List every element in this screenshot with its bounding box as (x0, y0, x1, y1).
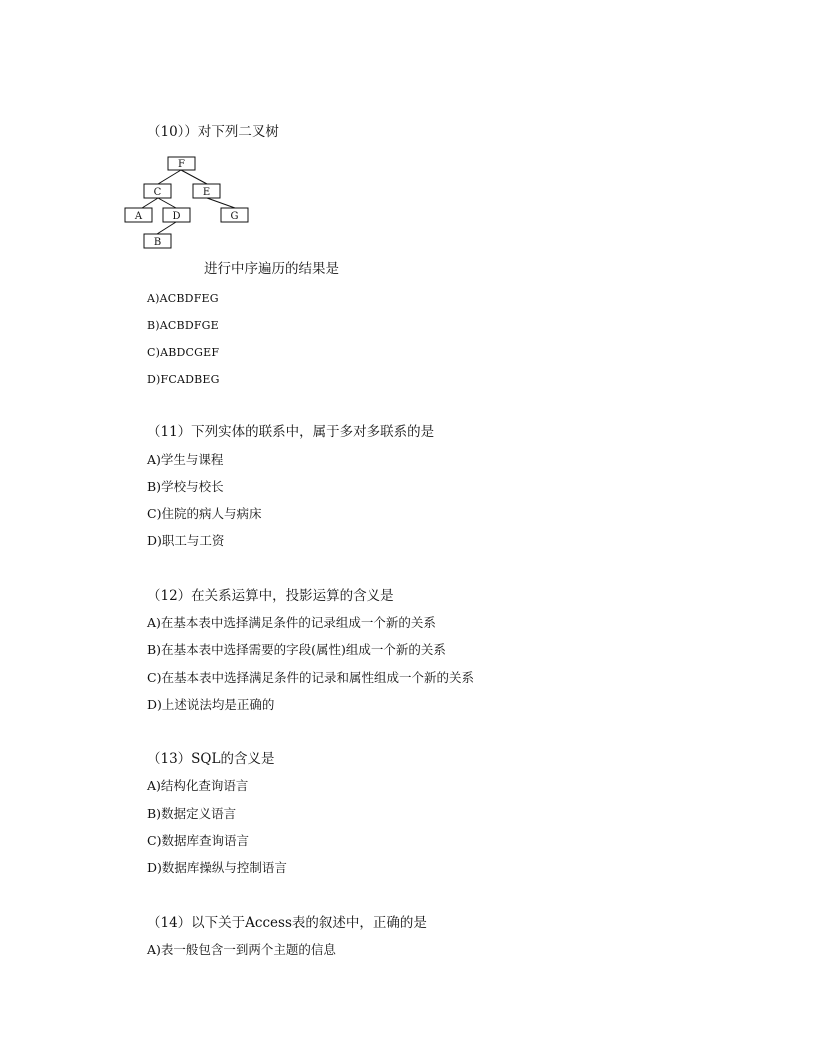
q12-stem: （12）在关系运算中，投影运算的含义是 (147, 588, 394, 604)
q14-option-a: A)表一般包含一到两个主题的信息 (147, 942, 336, 957)
q12-option-b: B)在基本表中选择需要的字段(属性)组成一个新的关系 (147, 642, 446, 657)
q13-option-a: A)结构化查询语言 (147, 778, 249, 793)
edge-c-d (158, 198, 176, 208)
q11-option-b: B)学校与校长 (147, 479, 224, 494)
q11-option-d: D)职工与工资 (147, 533, 225, 548)
edge-c-a (142, 198, 158, 208)
q12-option-d: D)上述说法均是正确的 (147, 697, 275, 712)
tree-node-c: C (153, 187, 162, 198)
q10-option-d: D)FCADBEG (147, 373, 220, 386)
q13-option-c: C)数据库查询语言 (147, 833, 249, 848)
tree-node-b: B (153, 237, 162, 248)
q13-option-b: B)数据定义语言 (147, 806, 237, 821)
tree-node-a: A (134, 211, 143, 222)
q11-option-c: C)住院的病人与病床 (147, 506, 262, 521)
q13-option-d: D)数据库操纵与控制语言 (147, 860, 287, 875)
tree-node-e: E (202, 187, 211, 198)
binary-tree-diagram (122, 152, 254, 250)
edge-e-g (207, 198, 235, 208)
q11-option-a: A)学生与课程 (147, 452, 224, 467)
edge-f-e (181, 170, 207, 184)
edge-d-b (157, 222, 176, 234)
q10-follow-text: 进行中序遍历的结果是 (204, 261, 339, 277)
q12-option-a: A)在基本表中选择满足条件的记录组成一个新的关系 (147, 615, 436, 630)
tree-node-d: D (172, 211, 181, 222)
q12-option-c: C)在基本表中选择满足条件的记录和属性组成一个新的关系 (147, 670, 474, 685)
q10-stem: （10））对下列二叉树 (147, 124, 279, 140)
q10-option-b: B)ACBDFGE (147, 319, 219, 332)
q10-option-a: A)ACBDFEG (147, 292, 219, 305)
q14-stem: （14）以下关于Access表的叙述中，正确的是 (147, 915, 427, 931)
q10-option-c: C)ABDCGEF (147, 346, 220, 359)
edge-f-c (158, 170, 181, 184)
tree-node-f: F (178, 159, 185, 170)
q13-stem: （13）SQL的含义是 (147, 751, 275, 767)
q11-stem: （11）下列实体的联系中，属于多对多联系的是 (147, 424, 435, 440)
tree-node-g: G (230, 211, 239, 222)
